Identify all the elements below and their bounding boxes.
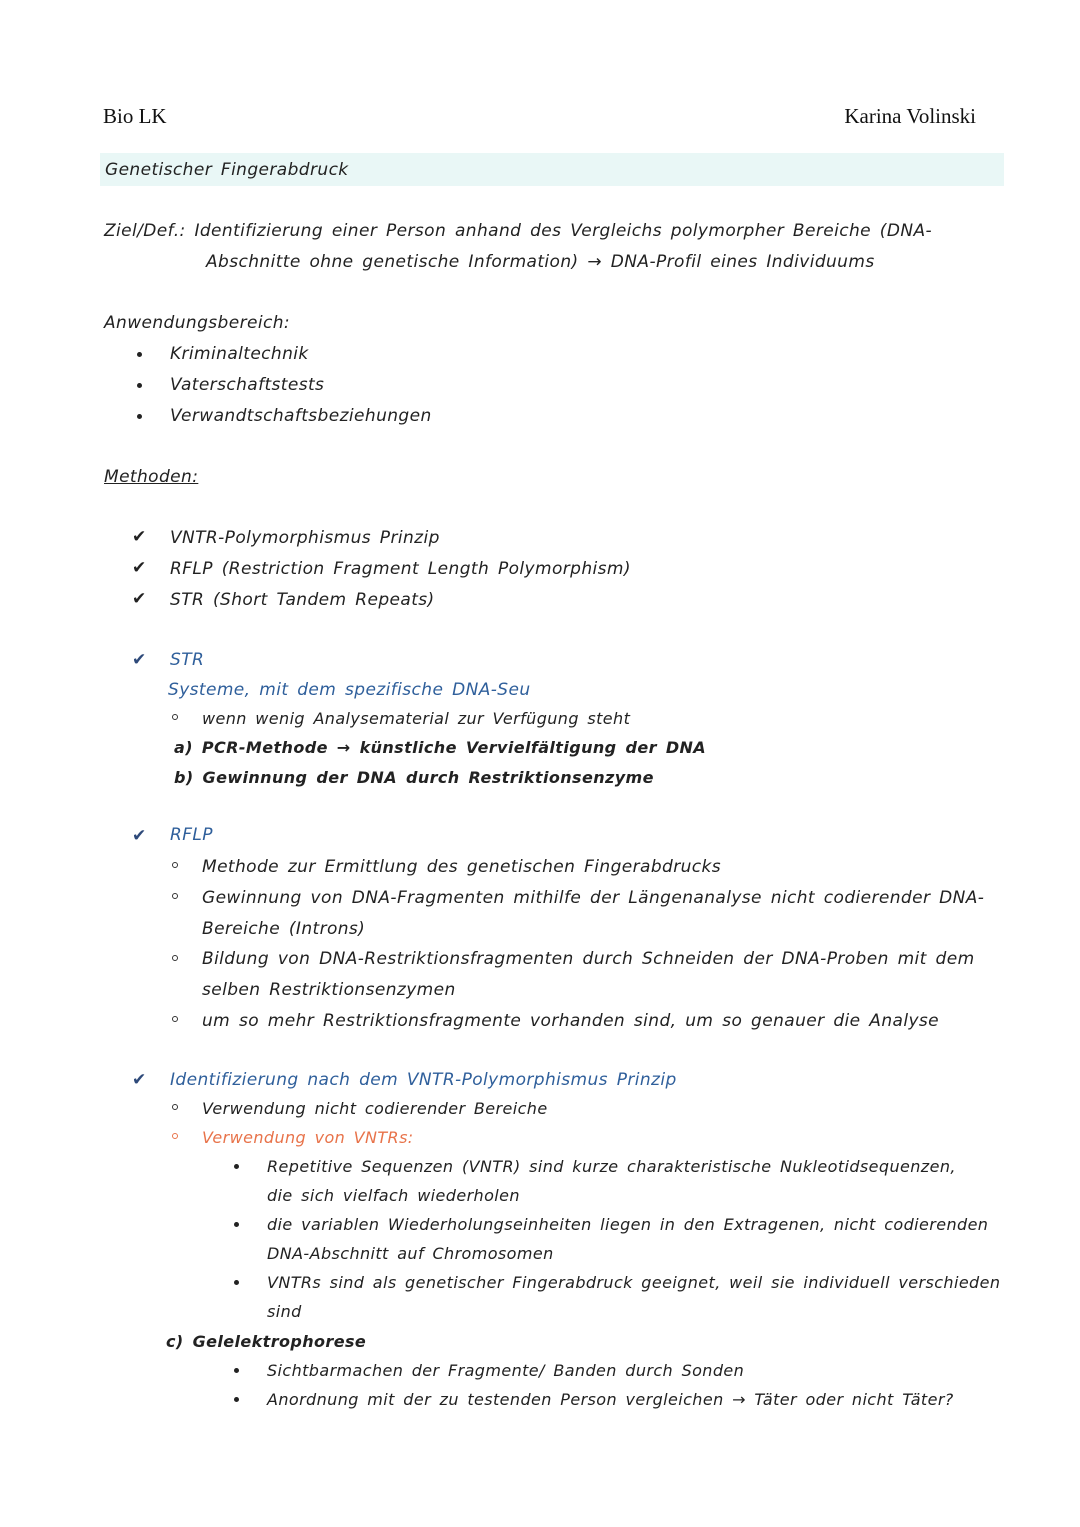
str-circle-item: wenn wenig Analysematerial zur Verfügung steht <box>202 709 631 728</box>
bullet-icon <box>234 1222 239 1227</box>
definition-line-1: Ziel/Def.: Identifizierung einer Person anhand des Vergleichs polymorpher Bereiche (DNA- <box>104 221 933 241</box>
bullet-icon <box>234 1397 239 1402</box>
page-title: Genetischer Fingerabdruck <box>105 160 349 180</box>
vntr-sub-line: VNTRs sind als genetischer Fingerabdruck geeignet, weil sie individuell verschieden <box>267 1273 1001 1292</box>
application-item: Verwandtschaftsbeziehungen <box>170 406 432 426</box>
vntr-sub-line: sind <box>267 1302 302 1321</box>
circle-bullet-icon <box>172 1133 178 1139</box>
circle-bullet-icon <box>172 714 178 720</box>
bullet-icon <box>137 383 142 388</box>
rflp-item-line: Bildung von DNA-Restriktionsfragmenten durch Schneiden der DNA-Proben mit dem <box>202 949 975 969</box>
bullet-icon <box>137 414 142 419</box>
definition-line-2: Abschnitte ohne genetische Information) → DNA-Profil eines Individuums <box>206 252 875 272</box>
application-heading: Anwendungsbereich: <box>104 313 290 333</box>
str-heading: STR <box>170 650 205 670</box>
method-item: RFLP (Restriction Fragment Length Polymorphism) <box>170 559 631 579</box>
str-subheading: Systeme, mit dem spezifische DNA-Seu <box>168 680 531 700</box>
vntr-heading: Identifizierung nach dem VNTR-Polymorphismus Prinzip <box>170 1070 677 1090</box>
rflp-item-line: selben Restriktionsenzymen <box>202 980 456 1000</box>
vntr-sub-line: die sich vielfach wiederholen <box>267 1186 520 1205</box>
rflp-heading: RFLP <box>170 825 213 845</box>
circle-bullet-icon <box>172 893 178 899</box>
circle-bullet-icon <box>172 1016 178 1022</box>
vntr-item-c: c) Gelelektrophorese <box>166 1332 367 1351</box>
vntr-item-1: Verwendung nicht codierender Bereiche <box>202 1099 548 1118</box>
methods-heading: Methoden: <box>104 467 199 487</box>
application-item: Kriminaltechnik <box>170 344 309 364</box>
bullet-icon <box>234 1368 239 1373</box>
circle-bullet-icon <box>172 1104 178 1110</box>
method-item: STR (Short Tandem Repeats) <box>170 590 435 610</box>
vntr-sub-line: DNA-Abschnitt auf Chromosomen <box>267 1244 554 1263</box>
bullet-icon <box>234 1164 239 1169</box>
vntr-item-2: Verwendung von VNTRs: <box>202 1128 414 1147</box>
checkmark-icon: ✔ <box>132 650 147 670</box>
bullet-icon <box>234 1280 239 1285</box>
checkmark-icon: ✔ <box>132 558 147 578</box>
rflp-item-line: Gewinnung von DNA-Fragmenten mithilfe der Längenanalyse nicht codierender DNA- <box>202 888 985 908</box>
str-item-a: a) PCR-Methode → künstliche Vervielfältigung der DNA <box>174 738 707 757</box>
rflp-item-line: Methode zur Ermittlung des genetischen Fingerabdrucks <box>202 857 722 877</box>
circle-bullet-icon <box>172 955 178 961</box>
method-item: VNTR-Polymorphismus Prinzip <box>170 528 440 548</box>
vntr-sub-line: Repetitive Sequenzen (VNTR) sind kurze charakteristische Nukleotidsequenzen, <box>267 1157 956 1176</box>
vntr-sub-line: die variablen Wiederholungseinheiten liegen in den Extragenen, nicht codierenden <box>267 1215 989 1234</box>
rflp-item-line: Bereiche (Introns) <box>202 919 366 939</box>
bullet-icon <box>137 352 142 357</box>
vntr-c-item: Anordnung mit der zu testenden Person vergleichen → Täter oder nicht Täter? <box>267 1390 954 1409</box>
circle-bullet-icon <box>172 862 178 868</box>
course-label: Bio LK <box>103 104 167 128</box>
application-item: Vaterschaftstests <box>170 375 325 395</box>
rflp-item-line: um so mehr Restriktionsfragmente vorhanden sind, um so genauer die Analyse <box>202 1011 940 1031</box>
title-band <box>100 153 1004 186</box>
checkmark-icon: ✔ <box>132 826 147 846</box>
checkmark-icon: ✔ <box>132 527 147 547</box>
checkmark-icon: ✔ <box>132 589 147 609</box>
checkmark-icon: ✔ <box>132 1070 147 1090</box>
str-item-b: b) Gewinnung der DNA durch Restriktionsenzyme <box>174 768 654 787</box>
vntr-c-item: Sichtbarmachen der Fragmente/ Banden durch Sonden <box>267 1361 745 1380</box>
author-name: Karina Volinski <box>844 104 976 128</box>
